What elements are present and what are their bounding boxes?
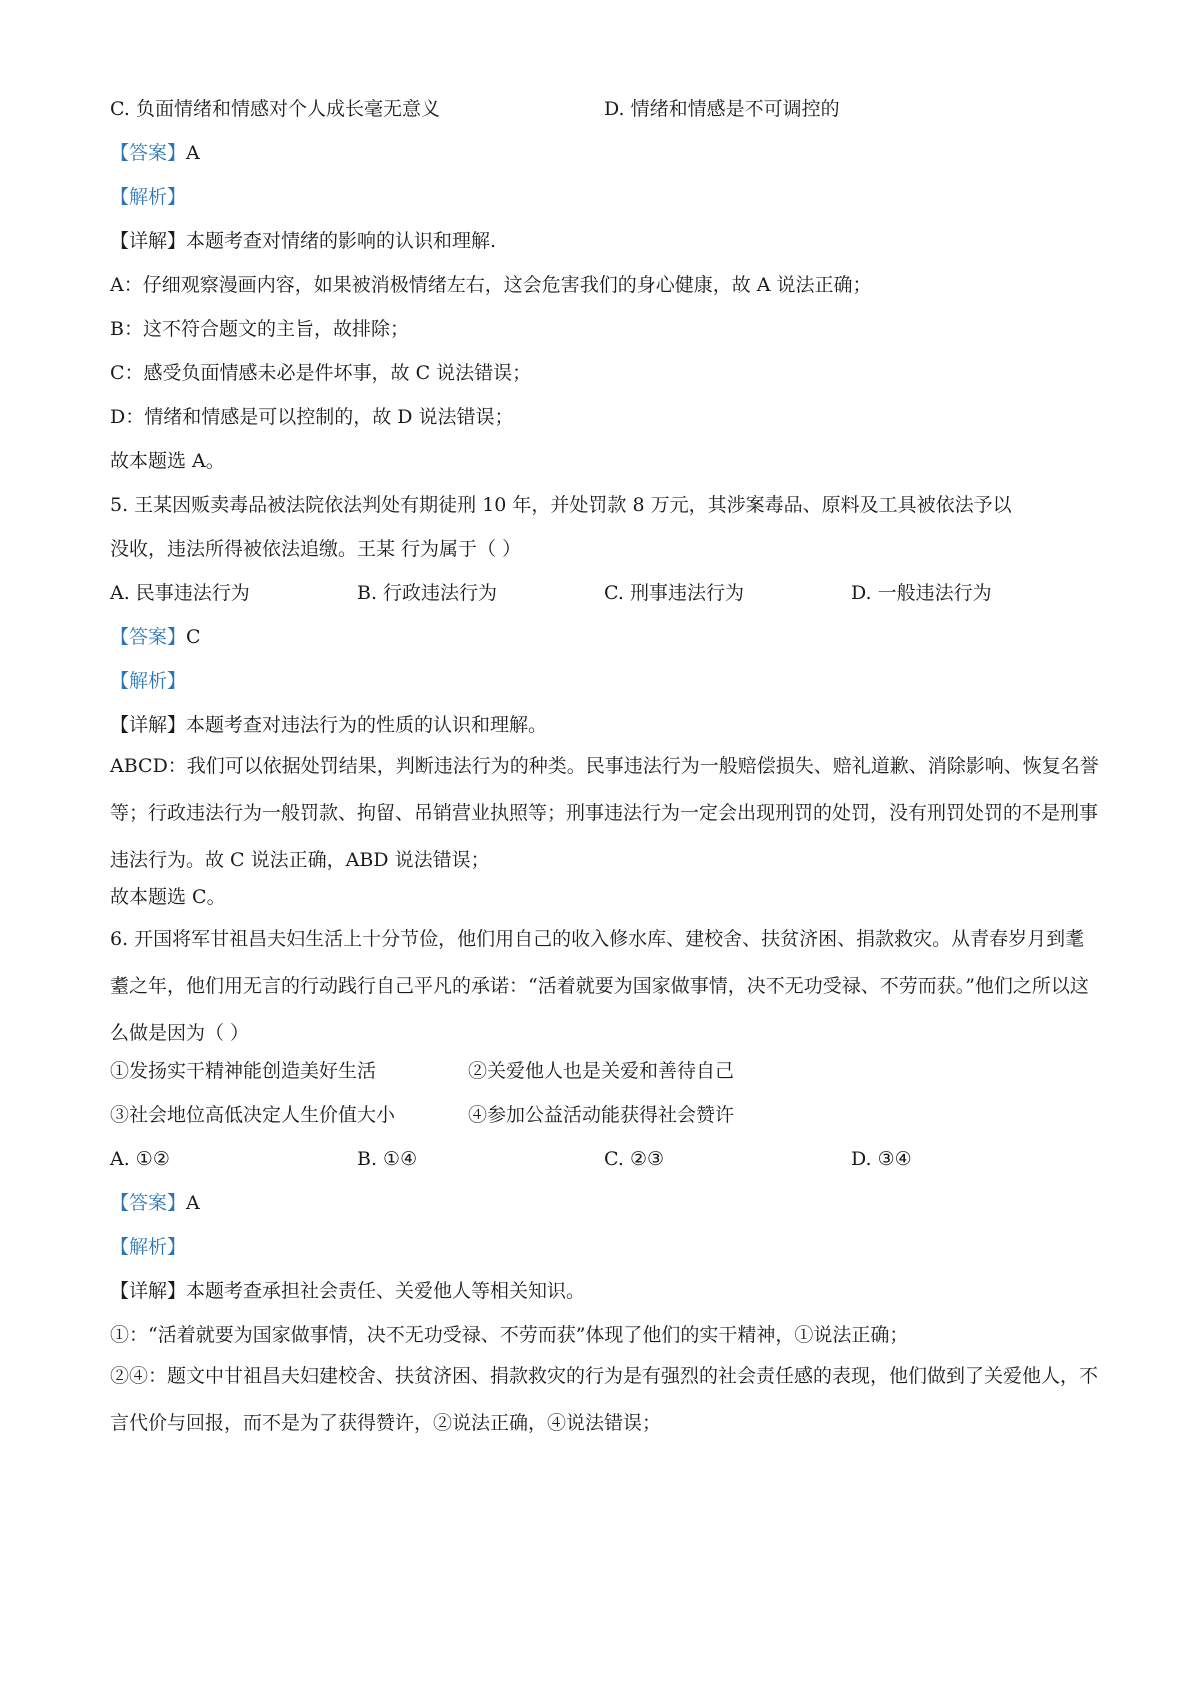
q5-detail-paragraph: [110, 743, 1100, 884]
answer-tag: 【答案】: [110, 626, 187, 648]
q5-option-c: C. 刑事违法行为: [604, 582, 744, 604]
detail-intro: 本题考查对情绪的影响的认识和理解.: [186, 230, 497, 252]
answer-value: A: [186, 142, 200, 164]
answer-value: A: [186, 1192, 200, 1214]
q5-detail: [110, 712, 547, 738]
q5-option-b: B. 行政违法行为: [357, 582, 498, 604]
q6-analysis: [110, 1234, 186, 1260]
q6-item-3: ③社会地位高低决定人生价值大小: [110, 1104, 396, 1126]
q4-analysis: [110, 184, 186, 210]
q5-answer: [110, 624, 201, 650]
q6-option-d: D. ③④: [851, 1148, 912, 1170]
q4-conclusion: 故本题选 A。: [110, 450, 225, 472]
q4-line-b: B：这不符合题文的主旨，故排除；: [110, 318, 409, 340]
q6-option-a: A. ①②: [110, 1148, 170, 1170]
q4-detail: [110, 228, 496, 254]
q6-detail-paragraph: [110, 1353, 1100, 1447]
q6-stem: [110, 916, 1100, 1057]
q6-item-4: ④参加公益活动能获得社会赞许: [468, 1104, 735, 1126]
detail-intro: 本题考查对违法行为的性质的认识和理解。: [186, 714, 548, 736]
q6-detail: [110, 1278, 585, 1304]
q5-option-a: A. 民事违法行为: [110, 582, 250, 604]
q6-option-b: B. ①④: [357, 1148, 418, 1170]
q5-stem-line-2: 没收，违法所得被依法追缴。王某 行为属于（ ）: [110, 538, 522, 560]
analysis-tag: 【解析】: [110, 670, 187, 692]
q5-conclusion: 故本题选 C。: [110, 886, 226, 908]
q4-answer: [110, 140, 200, 166]
q4-line-c: C：感受负面情感未必是件坏事，故 C 说法错误；: [110, 362, 532, 384]
detail-tag: 【详解】: [110, 1280, 187, 1302]
q6-item-1: ①发扬实干精神能创造美好生活: [110, 1060, 377, 1082]
answer-tag: 【答案】: [110, 142, 187, 164]
detail-intro: 本题考查承担社会责任、关爱他人等相关知识。: [186, 1280, 586, 1302]
q4-line-d: D：情绪和情感是可以控制的，故 D 说法错误；: [110, 406, 514, 428]
answer-tag: 【答案】: [110, 1192, 187, 1214]
q5-stem-line-1: 5. 王某因贩卖毒品被法院依法判处有期徒刑 10 年，并处罚款 8 万元，其涉案毒品、原料及工具被依法予以: [110, 494, 1012, 516]
q6-option-c: C. ②③: [604, 1148, 665, 1170]
paragraph-text: 6. 开国将军甘祖昌夫妇生活上十分节俭，他们用自己的收入修水库、建校舍、扶贫济困、捐款救灾。从青春岁月到耄耋之年，他们用无言的行动践行自己平凡的承诺：“活着就要为国家做事情，决不无功受禄、不劳而获。”他们之所以这么做是因为（ ）: [110, 928, 1089, 1044]
q4-option-d: D. 情绪和情感是不可调控的: [604, 98, 840, 120]
q6-line-1: ①：“活着就要为国家做事情，决不无功受禄、不劳而获”体现了他们的实干精神，①说法正确；: [110, 1324, 909, 1346]
detail-tag: 【详解】: [110, 230, 187, 252]
q4-option-c: C. 负面情绪和情感对个人成长毫无意义: [110, 98, 440, 120]
paragraph-text: ABCD：我们可以依据处罚结果，判断违法行为的种类。民事违法行为一般赔偿损失、赔礼道歉、消除影响、恢复名誉等；行政违法行为一般罚款、拘留、吊销营业执照等；刑事违法行为一定会出现刑罚的处罚，没有刑罚处罚的不是刑事违法行为。故 C 说法正确，ABD 说法错误；: [110, 755, 1099, 871]
q4-line-a: A：仔细观察漫画内容，如果被消极情绪左右，这会危害我们的身心健康，故 A 说法正确；: [110, 274, 872, 296]
q6-item-2: ②关爱他人也是关爱和善待自己: [468, 1060, 735, 1082]
q5-analysis: [110, 668, 186, 694]
detail-tag: 【详解】: [110, 714, 187, 736]
answer-value: C: [186, 626, 201, 648]
analysis-tag: 【解析】: [110, 1236, 187, 1258]
paragraph-text: ②④：题文中甘祖昌夫妇建校舍、扶贫济困、捐款救灾的行为是有强烈的社会责任感的表现，他们做到了关爱他人，不言代价与回报，而不是为了获得赞许，②说法正确，④说法错误；: [110, 1365, 1099, 1434]
q6-answer: [110, 1190, 200, 1216]
q5-option-d: D. 一般违法行为: [851, 582, 992, 604]
analysis-tag: 【解析】: [110, 186, 187, 208]
